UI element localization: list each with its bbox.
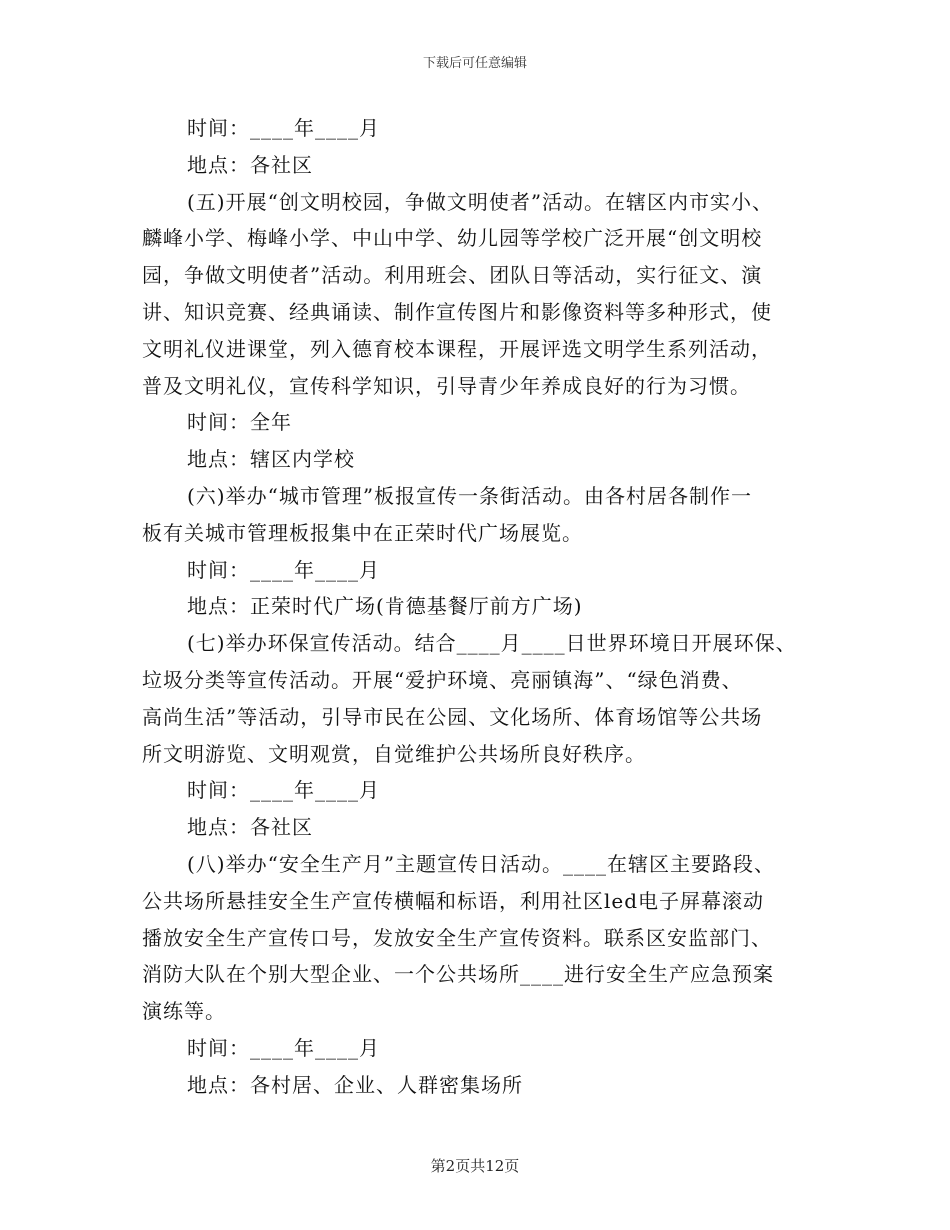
text-line: 地点：正荣时代广场(肯德基餐厅前方广场) [187,594,583,619]
text-line: 高尚生活”等活动，引导市民在公园、文化场所、体育场馆等公共场 [142,704,763,729]
text-line: 地点：各村居、企业、人群密集场所 [187,1072,523,1097]
text-line: 园，争做文明使者”活动。利用班会、团队日等活动，实行征文、演 [142,263,763,288]
text-line: 地点：各社区 [187,815,313,840]
text-line: (七)举办环保宣传活动。结合____月____日世界环境日开展环保、 [187,631,797,656]
text-line: 时间：____年____月 [187,116,380,140]
text-line: 讲、知识竞赛、经典诵读、制作宣传图片和影像资料等多种形式，使 [142,299,772,324]
text-line: 麟峰小学、梅峰小学、中山中学、幼儿园等学校广泛开展“创文明校 [142,226,763,251]
text-line: 时间：____年____月 [187,557,380,582]
text-line: 垃圾分类等宣传活动。开展“爱护环境、亮丽镇海”、“绿色消费、 [142,667,743,692]
text-line: (六)举办“城市管理”板报宣传一条街活动。由各村居各制作一 [187,483,753,508]
text-line: 普及文明礼仪，宣传科学知识，引导青少年养成良好的行为习惯。 [142,373,751,398]
text-line: 时间：全年 [187,410,292,435]
text-line: 板有关城市管理板报集中在正荣时代广场展览。 [142,520,583,545]
text-line: 消防大队在个别大型企业、一个公共场所____进行安全生产应急预案 [142,962,774,987]
text-line: 公共场所悬挂安全生产宣传横幅和标语，利用社区led电子屏幕滚动 [142,888,765,913]
text-line: 所文明游览、文明观赏，自觉维护公共场所良好秩序。 [142,741,646,766]
text-line: 时间：____年____月 [187,778,380,803]
text-line: 播放安全生产宣传口号，发放安全生产宣传资料。联系区安监部门、 [142,925,772,950]
page-number-footer: 第2页共12页 [430,1157,520,1175]
document-body [142,110,814,1104]
page-header-note: 下载后可任意编辑 [422,56,527,71]
text-line: 演练等。 [142,999,226,1024]
text-line: (五)开展“创文明校园，争做文明使者”活动。在辖区内市实小、 [187,189,774,214]
text-line: 文明礼仪进课堂，列入德育校本课程，开展评选文明学生系列活动， [142,336,772,361]
text-line: 时间：____年____月 [187,1035,380,1060]
text-line: 地点：辖区内学校 [187,447,355,472]
text-line: (八)举办“安全生产月”主题宣传日活动。____在辖区主要路段、 [187,851,776,876]
text-line: 地点：各社区 [187,152,313,177]
